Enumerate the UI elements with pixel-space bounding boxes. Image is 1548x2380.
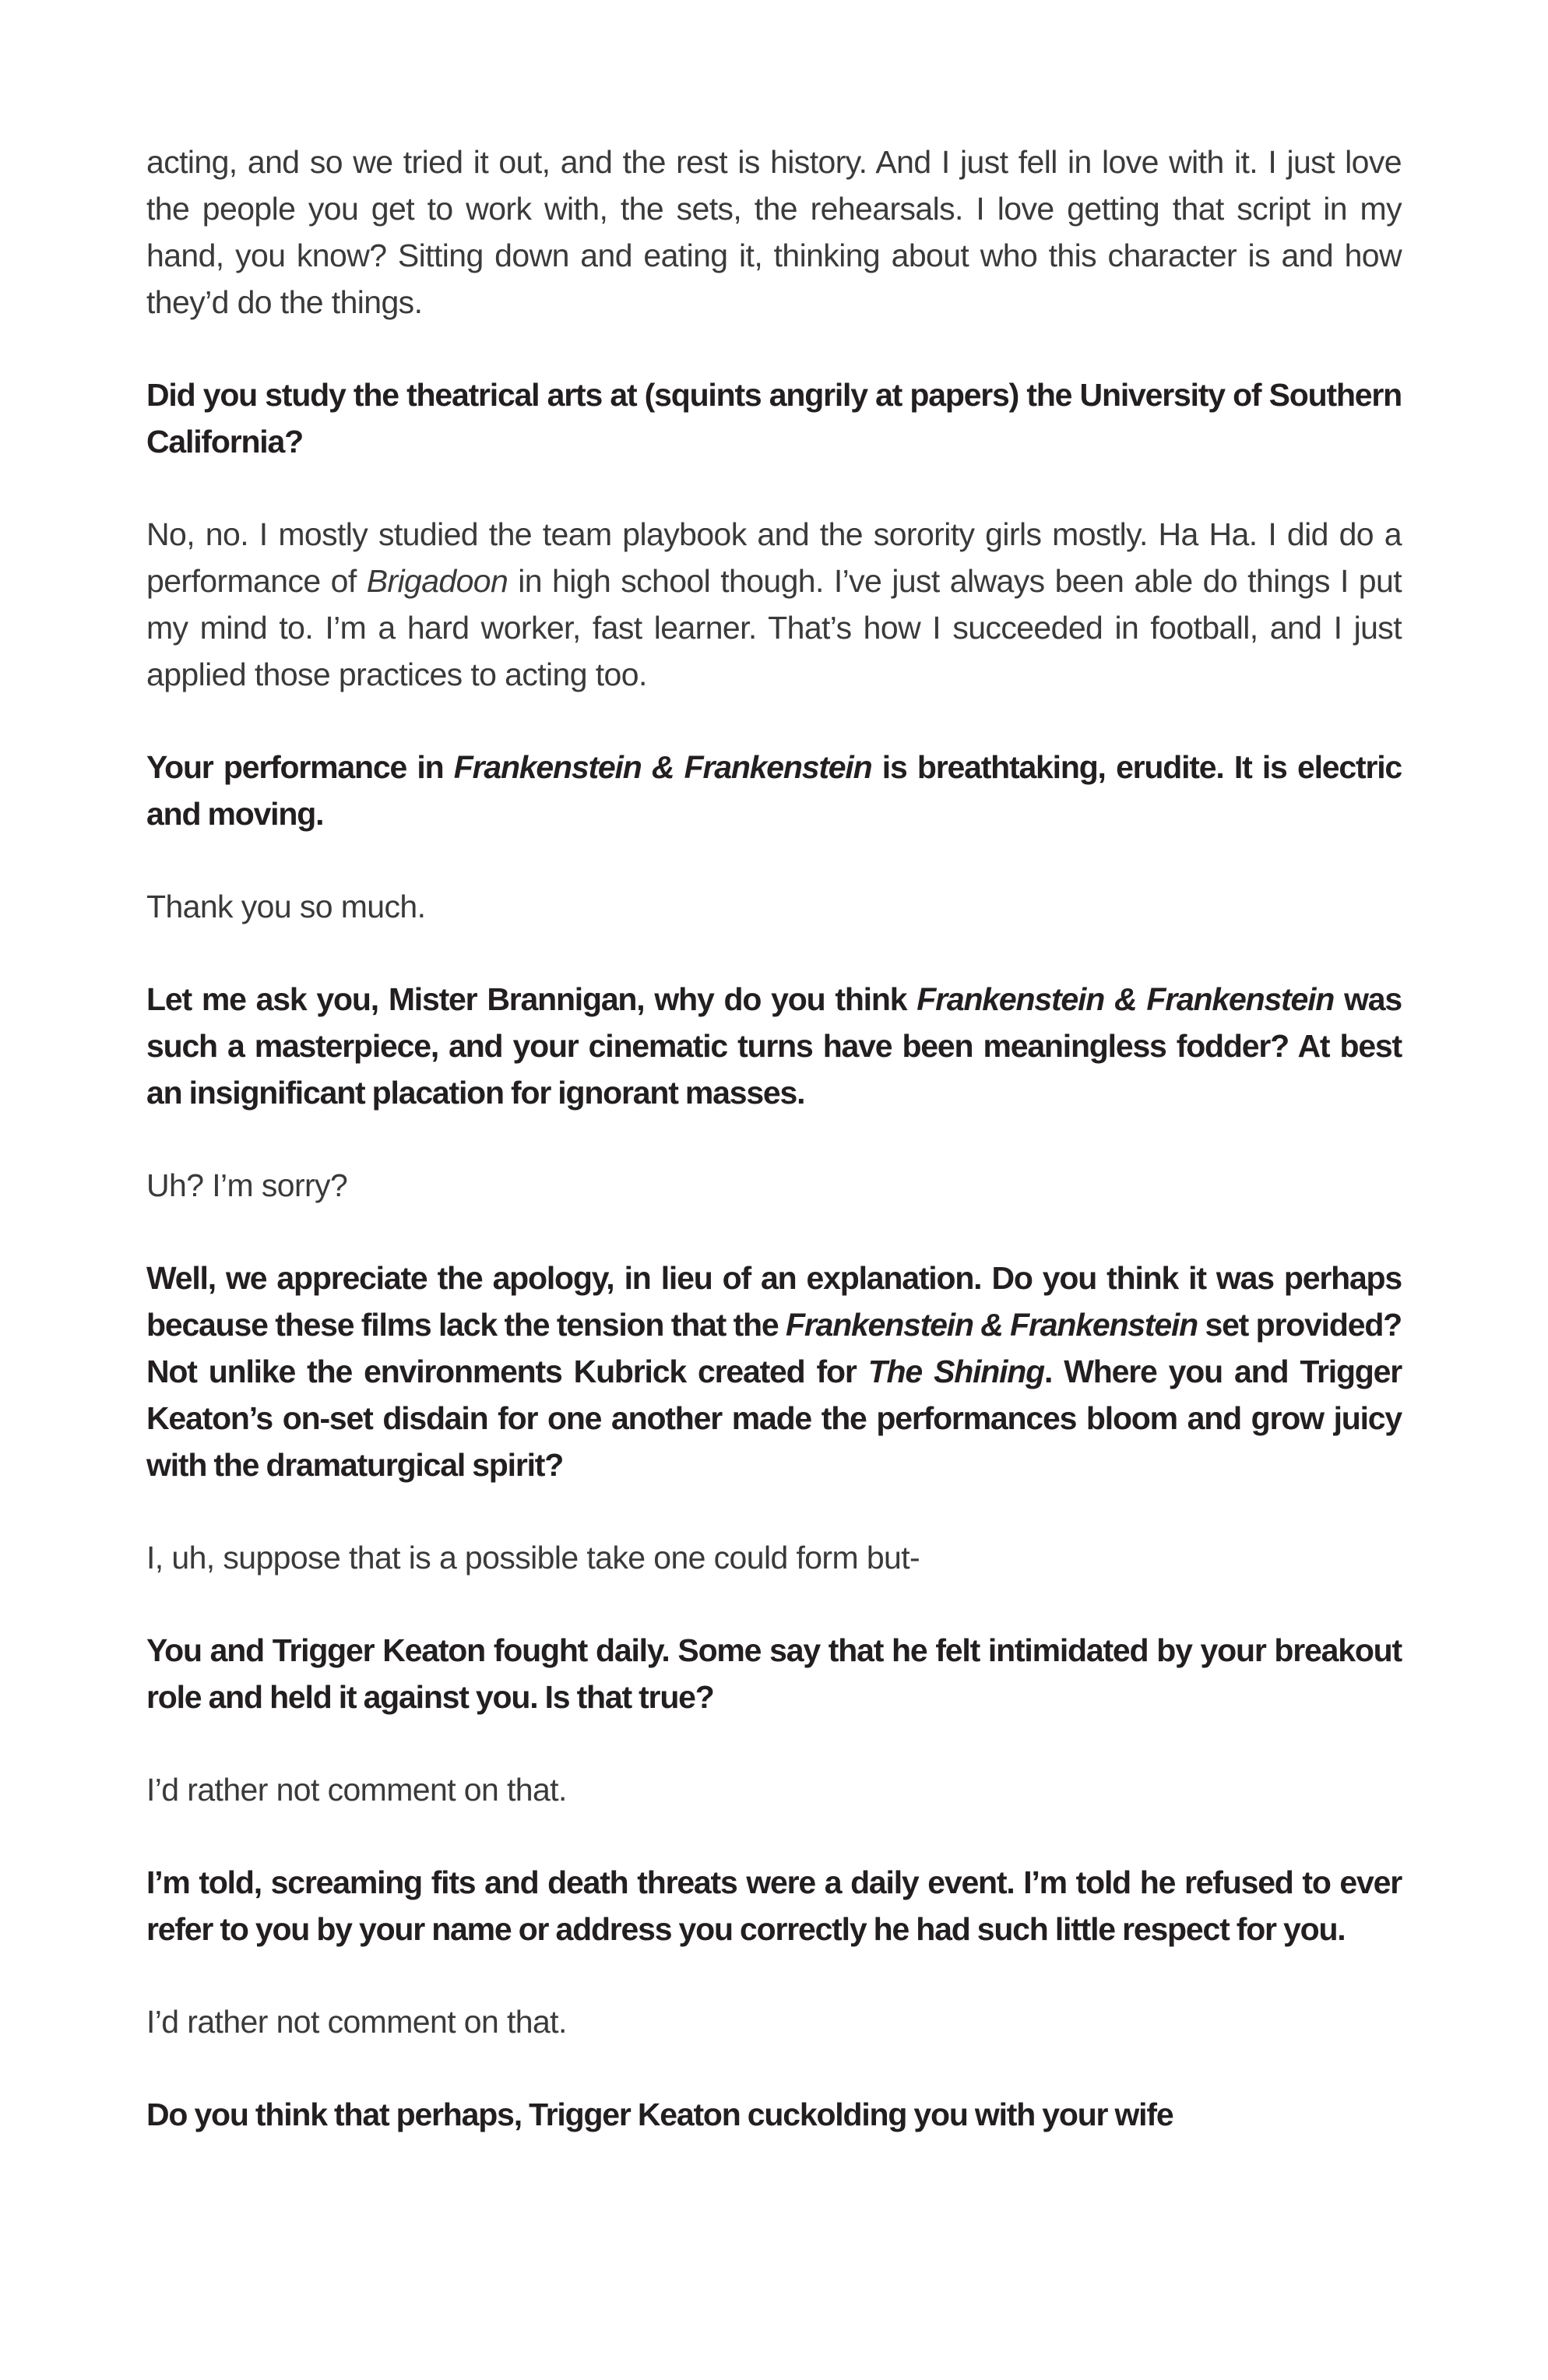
- text-run: I, uh, suppose that is a possible take one could form but-: [146, 1540, 920, 1576]
- answer-paragraph-5: [146, 1534, 1402, 1581]
- title-italic: Frankenstein & Frankenstein: [453, 749, 872, 785]
- title-italic: Frankenstein & Frankenstein: [916, 981, 1335, 1017]
- title-italic: Frankenstein & Frankenstein: [786, 1307, 1198, 1343]
- text-run: Well, we appreciate the apology, in lieu of an explanation. Do you think it was perhaps because these films lack the tension that the: [146, 1260, 1402, 1343]
- text-run: Thank you so much.: [146, 889, 426, 924]
- question-paragraph-6: [146, 1859, 1402, 1952]
- text-run: Let me ask you, Mister Brannigan, why do you think: [146, 981, 917, 1017]
- answer-paragraph-6: [146, 1766, 1402, 1813]
- text-run: in high school though. I’ve just always been able do things I put my mind to. I’m a hard worker, fast learner. That’s how I succeeded in football, and I just applied those practices to acting too.: [146, 563, 1402, 692]
- document-page: [146, 139, 1402, 2138]
- question-paragraph-4: [146, 1255, 1402, 1488]
- answer-paragraph-4: [146, 1162, 1402, 1209]
- question-paragraph-7: [146, 2091, 1402, 2138]
- question-paragraph-3: [146, 976, 1402, 1116]
- answer-paragraph-3: [146, 883, 1402, 930]
- text-run: . Where you and Trigger Keaton’s on-set disdain for one another made the performances bloom and grow juicy with the dramaturgical spirit?: [146, 1354, 1402, 1483]
- text-run: I’d rather not comment on that.: [146, 2004, 567, 2040]
- text-run: Uh? I’m sorry?: [146, 1167, 348, 1203]
- text-run: No, no. I mostly studied the team playbook and the sorority girls mostly. Ha Ha. I did do a performance of: [146, 516, 1402, 599]
- text-run: Do you think that perhaps, Trigger Keaton cuckolding you with your wife: [146, 2097, 1173, 2132]
- question-paragraph-2: [146, 744, 1402, 837]
- text-run: was such a masterpiece, and your cinematic turns have been meaningless fodder? At best an insignificant placation for ignorant masses.: [146, 981, 1402, 1111]
- title-italic: Brigadoon: [366, 563, 508, 599]
- title-italic: The Shining: [867, 1354, 1044, 1389]
- text-run: is breathtaking, erudite. It is electric and moving.: [146, 749, 1402, 832]
- text-run: Did you study the theatrical arts at (squints angrily at papers) the University of Southern California?: [146, 377, 1402, 459]
- question-paragraph-5: [146, 1627, 1402, 1720]
- text-run: Your performance in: [146, 749, 454, 785]
- text-run: You and Trigger Keaton fought daily. Some say that he felt intimidated by your breakout role and held it against you. Is that true?: [146, 1632, 1402, 1715]
- text-run: I’d rather not comment on that.: [146, 1772, 567, 1808]
- question-paragraph-1: [146, 371, 1402, 465]
- text-run: acting, and so we tried it out, and the rest is history. And I just fell in love with it. I just love the people you get to work with, the sets, the rehearsals. I love getting that script in my hand, you know? Sitting down and eating it, thinking about who this character is and how they’d do the things.: [146, 144, 1402, 320]
- answer-paragraph-2: [146, 511, 1402, 698]
- text-run: I’m told, screaming fits and death threats were a daily event. I’m told he refused to ever refer to you by your name or address you correctly he had such little respect for you.: [146, 1864, 1402, 1947]
- answer-paragraph-1: [146, 139, 1402, 326]
- text-run: set provided? Not unlike the environments Kubrick created for: [146, 1307, 1402, 1389]
- answer-paragraph-7: [146, 1998, 1402, 2045]
